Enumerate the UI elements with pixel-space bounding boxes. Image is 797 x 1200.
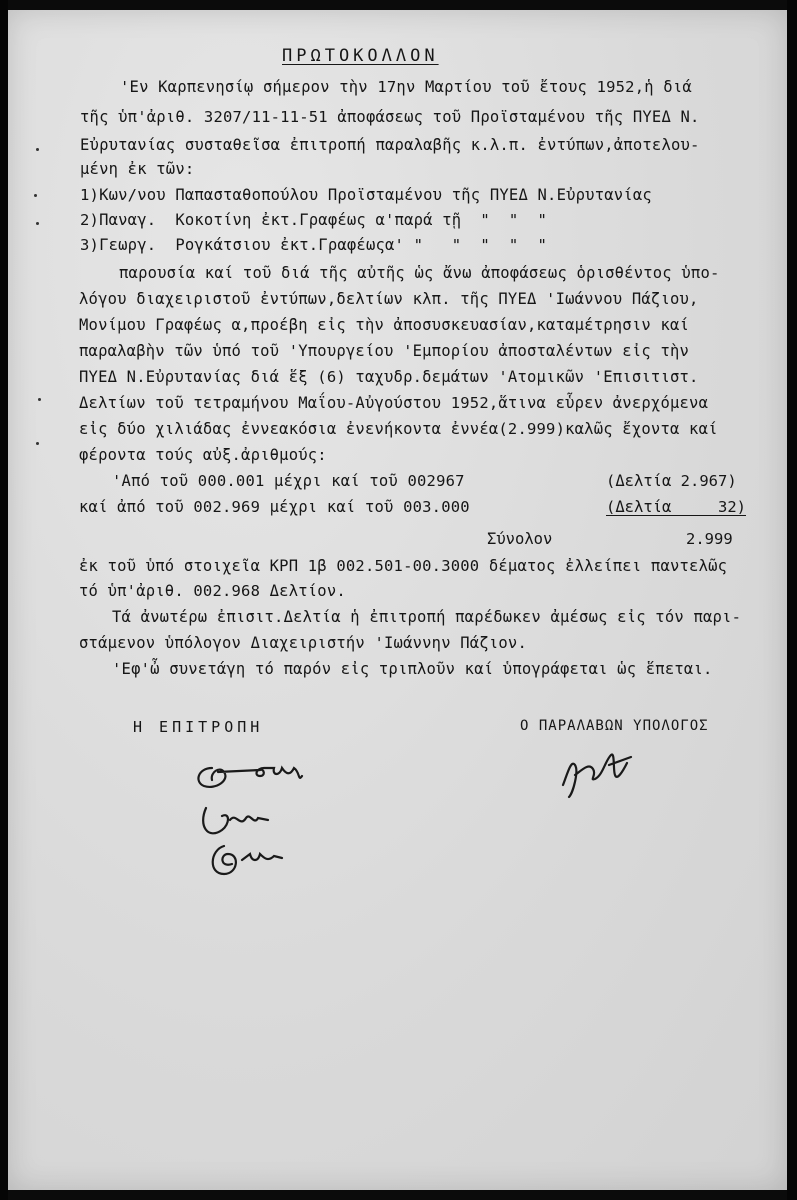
scan-border-right [787, 0, 797, 1200]
body-line-22: 'Εφ'ὦ συνετάγη τό παρόν εἰς τριπλοῦν καί ὑπογράφεται ὡς ἕπεται. [112, 660, 713, 678]
margin-mark [36, 222, 39, 225]
body-line-13: Δελτίων τοῦ τετραμήνου Μαΐου-Αὐγούστου 1952,ἅτινα εὗρεν ἀνερχόμενα [79, 394, 709, 412]
document-title: ΠΡΩΤΟΚΟΛΛΟΝ [282, 46, 439, 66]
committee-signatures [190, 750, 330, 900]
body-line-15: φέροντα τούς αὐξ.ἀριθμούς: [79, 446, 327, 464]
range-line-1: 'Από τοῦ 000.001 μέχρι καί τοῦ 002967 [112, 472, 465, 490]
body-line-9: λόγου διαχειριστοῦ ἐντύπων,δελτίων κλπ. τῆς ΠΥΕΔ 'Ιωάννου Πάζιου, [79, 290, 699, 308]
scan-border-left [0, 0, 8, 1200]
margin-mark [34, 194, 37, 197]
committee-member-3: 3)Γεωργ. Ρογκάτσιου ἐκτ.Γραφέωςα' " " " " " [80, 236, 548, 254]
committee-label: Η ΕΠΙΤΡΟΠΗ [133, 718, 264, 736]
range-total-2: (Δελτία 32) [606, 498, 746, 516]
body-line-20: Τά ἀνωτέρω ἐπισιτ.Δελτία ἡ ἐπιτροπή παρέδωκεν ἀμέσως εἰς τόν παρι- [112, 608, 742, 626]
committee-member-1: 1)Κων/νου Παπασταθοπούλου Προϊσταμένου τῆς ΠΥΕΔ Ν.Εὐρυτανίας [80, 186, 652, 204]
range-total-1: (Δελτία 2.967) [606, 472, 737, 490]
body-line-12: ΠΥΕΔ Ν.Εὐρυτανίας διά ἕξ (6) ταχυδρ.δεμάτων 'Ατομικῶν 'Επισιτιστ. [79, 368, 699, 386]
body-line-14: εἰς δύο χιλιάδας ἐννεακόσια ἐνενήκοντα ἐννέα(2.999)καλῶς ἔχοντα καί [79, 420, 718, 438]
body-line-2: τῆς ὑπ'ἀριθ. 3207/11-11-51 ἀποφάσεως τοῦ Προϊσταμένου τῆς ΠΥΕΔ Ν. [80, 108, 700, 126]
margin-mark [36, 148, 39, 151]
sum-value: 2.999 [686, 530, 733, 548]
body-line-3: Εὐρυτανίας συσταθεῖσα ἐπιτροπή παραλαβῆς κ.λ.π. ἐντύπων,ἀποτελου- [80, 136, 700, 154]
body-line-1: 'Εν Καρπενησίῳ σήμερον τὴν 17ην Μαρτίου τοῦ ἔτους 1952,ἡ διά [120, 78, 692, 96]
margin-mark [36, 442, 39, 445]
body-line-4: μένη ἐκ τῶν: [80, 160, 195, 178]
body-line-10: Μονίμου Γραφέως α,προέβη εἰς τὴν ἀποσυσκευασίαν,καταμέτρησιν καί [79, 316, 690, 334]
sum-label: Σύνολον [487, 530, 553, 548]
range-line-2: καί ἀπό τοῦ 002.969 μέχρι καί τοῦ 003.000 [79, 498, 470, 516]
body-line-11: παραλαβὴν τῶν ὑπό τοῦ 'Υπουργείου 'Εμπορίου ἀποσταλέντων εἰς τὴν [79, 342, 690, 360]
body-line-8: παρουσία καί τοῦ διά τῆς αὐτῆς ὡς ἄνω ἀποφάσεως ὁρισθέντος ὑπο- [119, 264, 720, 282]
body-line-19: τό ὑπ'ἀριθ. 002.968 Δελτίον. [79, 582, 346, 600]
receiver-label: Ο ΠΑΡΑΛΑΒΩΝ ΥΠΟΛΟΓΟΣ [520, 718, 709, 734]
margin-mark [38, 398, 41, 401]
body-line-21: στάμενον ὑπόλογον Διαχειριστήν 'Ιωάννην Πάζιον. [79, 634, 527, 652]
committee-member-2: 2)Παναγ. Κοκοτίνη ἐκτ.Γραφέως α'παρά τῇ " " " [80, 211, 548, 229]
body-line-18: ἐκ τοῦ ὑπό στοιχεῖα ΚΡΠ 1β 002.501-00.3000 δέματος ἐλλείπει παντελῶς [79, 557, 728, 575]
receiver-signature [553, 735, 643, 805]
